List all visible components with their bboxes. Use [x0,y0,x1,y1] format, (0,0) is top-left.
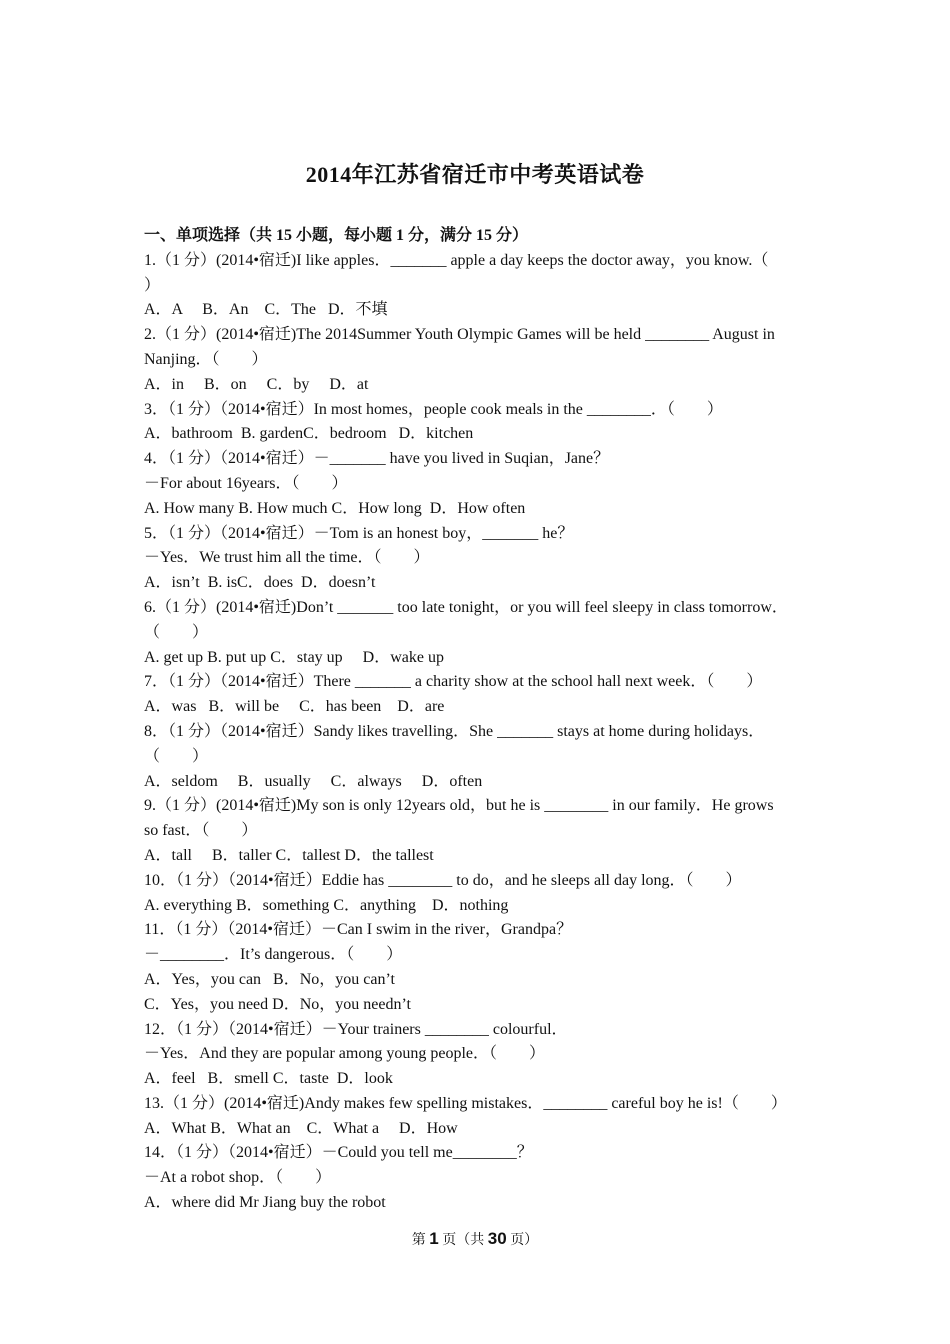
question-line: 9.（1 分）(2014•宿迁)My son is only 12years old，but he is ________ in our family．He grows [144,797,774,815]
footer-total-pages: 30 [487,1229,507,1248]
question-line: A．Yes，you can B．No，you can’t [144,970,395,988]
question-line: A．A B．An C．The D．不填 [144,301,388,319]
question-line: 8．（1 分）（2014•宿迁）Sandy likes travelling．She _______ stays at home during holidays． [144,722,765,740]
question-line: A．feel B．smell C．taste D．look [144,1070,393,1088]
question-line: C．Yes，you need D．No，you needn’t [144,995,411,1013]
question-line: 12．（1 分）（2014•宿迁）－Your trainers ________ colourful． [144,1020,568,1038]
question-line: 11．（1 分）（2014•宿迁）－Can I swim in the river，Grandpa？ [144,921,573,939]
question-line: 3．（1 分）（2014•宿迁）In most homes，people cook meals in the ________．（ ） [144,400,723,418]
question-line: －Yes．We trust him all the time．（ ） [144,549,430,567]
question-line: 13.（1 分）(2014•宿迁)Andy makes few spelling mistakes．________ careful boy he is!（ ） [144,1094,787,1112]
question-line: 5．（1 分）（2014•宿迁）－Tom is an honest boy，_______ he？ [144,524,574,542]
question-line: A．seldom B．usually C．always D．often [144,772,483,790]
question-line: A. How many B. How much C．How long D．How often [144,499,526,517]
question-line: 6.（1 分）(2014•宿迁)Don’t _______ too late tonight，or you will feel sleepy in class tomorrow． [144,598,788,616]
exam-title: 2014年江苏省宿迁市中考英语试卷 [305,162,645,187]
question-line: A．tall B．taller C．tallest D．the tallest [144,846,434,864]
question-line: Nanjing．（ ） [144,350,268,368]
question-lines [144,249,816,1216]
question-line: A．was B．will be C．has been D．are [144,698,445,716]
question-line: A．What B．What an C．What a D．How [144,1119,458,1137]
question-line: 2.（1 分）(2014•宿迁)The 2014Summer Youth Olympic Games will be held ________ August in [144,326,775,344]
question-line: A. everything B．something C．anything D．nothing [144,896,509,914]
page-footer [0,1228,950,1252]
question-line: 7．（1 分）（2014•宿迁）There _______ a charity show at the school hall next week．（ ） [144,673,763,691]
question-line: －At a robot shop．（ ） [144,1169,332,1187]
footer-suffix: 页） [506,1233,539,1248]
question-line: 10．（1 分）（2014•宿迁）Eddie has ________ to do，and he sleeps all day long．（ ） [144,871,742,889]
question-line: 14．（1 分）（2014•宿迁）－Could you tell me________？ [144,1144,533,1162]
footer-page-number: 1 [429,1229,439,1248]
question-line: －________．It’s dangerous．（ ） [144,946,403,964]
question-line: （ ） [144,623,209,641]
question-line: A．in B．on C．by D．at [144,375,369,393]
question-line: －Yes．And they are popular among young people．（ ） [144,1045,545,1063]
section-heading: 一、单项选择（共 15 小题，每小题 1 分，满分 15 分） [144,227,529,244]
question-line: so fast．（ ） [144,822,258,840]
question-line: －For about 16years．（ ） [144,474,348,492]
footer-middle: 页（共 [438,1233,488,1248]
question-line: A．where did Mr Jiang buy the robot [144,1194,386,1212]
exam-content [144,224,816,1216]
question-line: ） [144,276,161,294]
question-line: 1.（1 分）(2014•宿迁)I like apples．_______ apple a day keeps the doctor away，you know.（ [144,251,769,269]
question-line: A. get up B. put up C．stay up D．wake up [144,648,444,666]
question-line: 4．（1 分）（2014•宿迁）－_______ have you lived in Suqian，Jane？ [144,450,610,468]
question-line: A．isn’t B. isC．does D．doesn’t [144,574,376,592]
footer-prefix: 第 [411,1233,430,1248]
question-line: A．bathroom B. gardenC．bedroom D．kitchen [144,425,474,443]
question-line: （ ） [144,747,209,765]
